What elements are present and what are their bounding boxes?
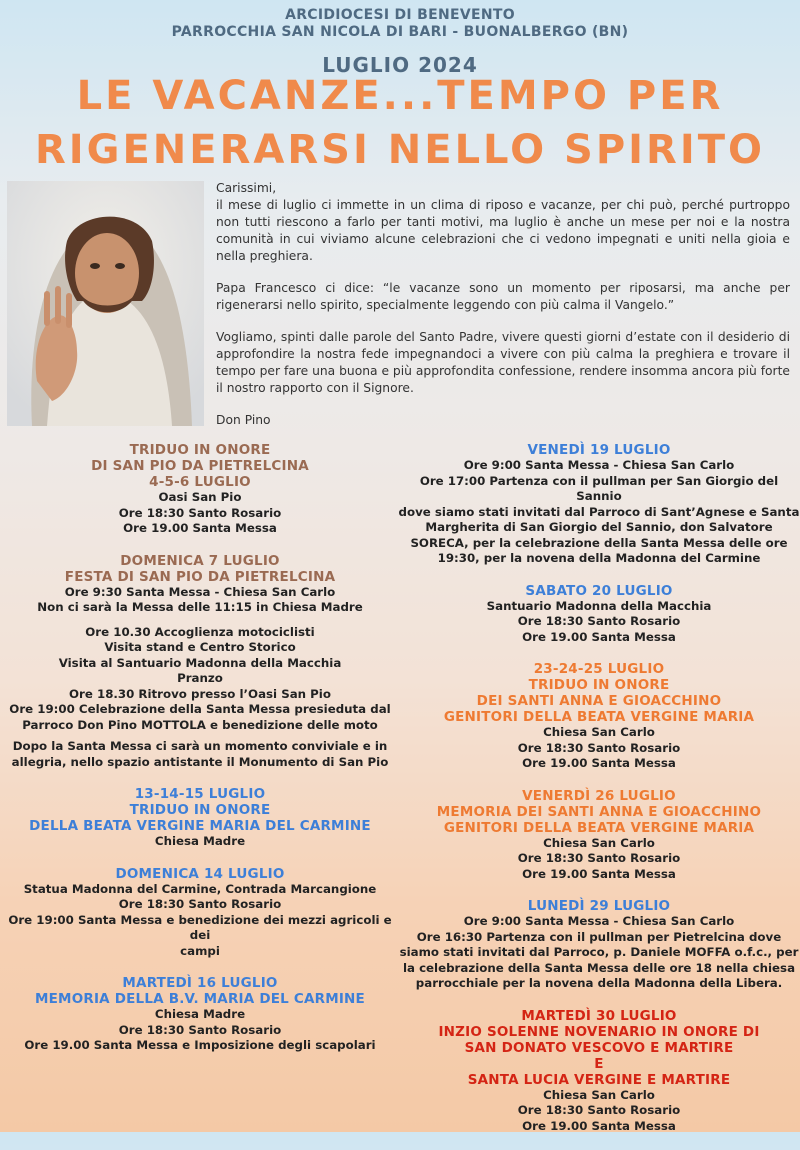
event-line: Chiesa San Carlo bbox=[543, 725, 655, 739]
event-martedi-16 bbox=[0, 975, 400, 1054]
event-line: Ore 18:30 Santo Rosario bbox=[118, 1022, 282, 1037]
event-heading: VENEDÌ 19 LUGLIO bbox=[527, 442, 671, 458]
event-line: Ore 9:00 Santa Messa - Chiesa San Carlo bbox=[463, 914, 735, 928]
event-line: Non ci sarà la Messa delle 11:15 in Chiesa Madre bbox=[37, 600, 363, 614]
event-line: Ore 18:30 Santo Rosario bbox=[118, 505, 282, 520]
event-heading: DOMENICA 7 LUGLIO bbox=[120, 552, 280, 569]
right-schedule-column bbox=[398, 442, 800, 1150]
event-line: siamo stati invitati dal Parroco, p. Daniele MOFFA o.f.c., per bbox=[399, 945, 799, 959]
intro-letter bbox=[216, 180, 790, 444]
event-line: Ore 18:30 Santo Rosario bbox=[517, 1103, 681, 1117]
event-heading: SAN DONATO VESCOVO E MARTIRE bbox=[464, 1039, 734, 1056]
event-line: Ore 18:30 Santo Rosario bbox=[517, 851, 681, 865]
event-line: la celebrazione della Santa Messa delle ore 18 nella chiesa bbox=[402, 960, 796, 975]
event-line: Parroco Don Pino MOTTOLA e benedizione delle moto bbox=[22, 717, 378, 732]
event-line: Dopo la Santa Messa ci sarà un momento conviviale e in bbox=[12, 739, 388, 753]
event-line: Ore 19.00 Santa Messa bbox=[123, 521, 277, 535]
event-line: Ore 19.00 Santa Messa e Imposizione degli scapolari bbox=[24, 1038, 376, 1052]
event-line: Chiesa Madre bbox=[154, 1007, 246, 1021]
event-heading: MEMORIA DELLA B.V. MARIA DEL CARMINE bbox=[35, 991, 365, 1007]
event-line: Pranzo bbox=[177, 671, 223, 685]
event-line: Oasi San Pio bbox=[158, 490, 242, 504]
page-title-line1: LE VACANZE...TEMPO PER bbox=[76, 73, 724, 119]
intro-paragraph-3: Vogliamo, spinti dalle parole del Santo Padre, vivere questi giorni d’estate con il desiderio di approfondire la nostra fede impegnandoci a vivere con più calma la preghiera e trovare il tempo per fare una buona e più approfondita confessione, rendere insomma ancora più forte il nostro rapporto con il Signore. bbox=[216, 330, 790, 395]
event-heading: TRIDUO IN ONORE bbox=[528, 677, 670, 693]
event-line: parrocchiale per la novena della Madonna della Libera. bbox=[415, 976, 783, 990]
event-line: Chiesa San Carlo bbox=[543, 835, 655, 850]
event-heading: MARTEDÌ 16 LUGLIO bbox=[122, 975, 278, 991]
event-line: SORECA, per la celebrazione della Santa Messa delle ore bbox=[410, 535, 788, 550]
event-lunedi-29 bbox=[398, 898, 800, 992]
event-heading: DEI SANTI ANNA E GIOACCHINO bbox=[476, 693, 722, 709]
event-line: Ore 18:30 Santo Rosario bbox=[517, 614, 681, 628]
page-title-line2: RIGENERARSI NELLO SPIRITO bbox=[34, 127, 766, 173]
left-schedule-column bbox=[0, 442, 400, 1070]
event-line: Chiesa Madre bbox=[154, 834, 246, 848]
event-heading: GENITORI DELLA BEATA VERGINE MARIA bbox=[443, 819, 755, 836]
event-line: Chiesa San Carlo bbox=[543, 1087, 655, 1102]
event-line: Statua Madonna del Carmine, Contrada Marcangione bbox=[23, 881, 377, 896]
event-line: Ore 18:30 Santo Rosario bbox=[517, 740, 681, 755]
event-festa-san-pio bbox=[0, 553, 400, 771]
event-line: Ore 9:30 Santa Messa - Chiesa San Carlo bbox=[64, 584, 336, 599]
event-line: Ore 18.30 Ritrovo presso l’Oasi San Pio bbox=[69, 686, 331, 701]
parish-heading: PARROCCHIA SAN NICOLA DI BARI - BUONALBERGO (BN) bbox=[171, 24, 629, 40]
event-venerdi-26 bbox=[398, 788, 800, 883]
intro-paragraph-2: Papa Francesco ci dice: “le vacanze sono un momento per riposarsi, ma anche per rigenerarsi nello spirito, specialmente leggendo con più calma il Vangelo.” bbox=[216, 281, 790, 312]
event-sabato-20 bbox=[398, 583, 800, 646]
intro-signature: Don Pino bbox=[216, 413, 271, 427]
event-line: Ore 10.30 Accoglienza motociclisti bbox=[85, 624, 315, 639]
event-heading: SABATO 20 LUGLIO bbox=[525, 582, 673, 599]
event-heading: VENERDÌ 26 LUGLIO bbox=[522, 787, 676, 804]
event-triduo-san-pio bbox=[0, 442, 400, 537]
archdiocese-heading: ARCIDIOCESI DI BENEVENTO bbox=[285, 7, 515, 23]
event-heading: 23-24-25 LUGLIO bbox=[533, 661, 665, 677]
event-venerdi-19 bbox=[398, 442, 800, 567]
event-line: campi bbox=[180, 943, 220, 958]
event-heading: DOMENICA 14 LUGLIO bbox=[115, 865, 285, 882]
month-heading: LUGLIO 2024 bbox=[322, 53, 478, 77]
event-heading: DELLA BEATA VERGINE MARIA DEL CARMINE bbox=[29, 818, 371, 834]
event-line: Ore 19.00 Santa Messa bbox=[522, 1118, 676, 1133]
event-line: 19:30, per la novena della Madonna del Carmine bbox=[437, 551, 761, 565]
event-heading: SANTA LUCIA VERGINE E MARTIRE bbox=[467, 1071, 731, 1088]
event-line: Santuario Madonna della Macchia bbox=[486, 598, 712, 613]
event-line: Ore 16:30 Partenza con il pullman per Pietrelcina dove bbox=[416, 929, 782, 944]
event-martedi-30 bbox=[398, 1008, 800, 1135]
event-line: Ore 19.00 Santa Messa bbox=[522, 629, 676, 644]
event-line: Ore 19.00 Santa Messa bbox=[522, 756, 676, 770]
event-heading: TRIDUO IN ONORE bbox=[129, 802, 271, 818]
event-line: Visita stand e Centro Storico bbox=[104, 640, 296, 654]
event-line: Visita al Santuario Madonna della Macchia bbox=[58, 655, 342, 670]
event-line: Ore 18:30 Santo Rosario bbox=[118, 897, 282, 911]
event-line: Ore 19:00 Santa Messa e benedizione dei mezzi agricoli e dei bbox=[8, 912, 392, 942]
event-heading: GENITORI DELLA BEATA VERGINE MARIA bbox=[443, 709, 755, 725]
event-triduo-carmine bbox=[0, 786, 400, 850]
event-heading: FESTA DI SAN PIO DA PIETRELCINA bbox=[64, 568, 336, 585]
event-heading: LUNEDÌ 29 LUGLIO bbox=[527, 898, 671, 914]
intro-paragraph-1: Carissimi, il mese di luglio ci immette in un clima di riposo e vacanze, per chi può, perché purtroppo non tutti riescono a farlo per tanti motivi, ma luglio è anche un mese per noi e la nostra comunità in cui viviamo alcune celebrazioni che ci vedono impegnati e uniti nella gioia e nella preghiera. bbox=[216, 181, 790, 263]
event-line: Ore 9:00 Santa Messa - Chiesa San Carlo bbox=[463, 458, 735, 472]
event-line: Margherita di San Giorgio del Sannio, don Salvatore bbox=[425, 520, 773, 534]
event-heading: MEMORIA DEI SANTI ANNA E GIOACCHINO bbox=[436, 803, 762, 820]
jesus-portrait-image bbox=[7, 181, 204, 426]
event-heading: 4-5-6 LUGLIO bbox=[149, 474, 251, 490]
event-line: Ore 17:00 Partenza con il pullman per San Giorgio del Sannio bbox=[419, 473, 779, 503]
event-line: Ore 19:00 Celebrazione della Santa Messa presieduta dal bbox=[9, 702, 391, 716]
event-line: dove siamo stati invitati dal Parroco di Sant’Agnese e Santa bbox=[398, 504, 800, 519]
event-heading: TRIDUO IN ONORE bbox=[129, 442, 271, 458]
event-heading: 13-14-15 LUGLIO bbox=[134, 786, 266, 802]
event-heading: MARTEDÌ 30 LUGLIO bbox=[521, 1007, 677, 1024]
event-triduo-anna-gioacchino bbox=[398, 661, 800, 772]
event-heading: INZIO SOLENNE NOVENARIO IN ONORE DI bbox=[438, 1023, 760, 1040]
event-line: allegria, nello spazio antistante il Monumento di San Pio bbox=[11, 754, 389, 769]
event-heading: DI SAN PIO DA PIETRELCINA bbox=[91, 458, 309, 474]
event-heading: E bbox=[594, 1055, 604, 1072]
event-line: Ore 19.00 Santa Messa bbox=[522, 866, 676, 881]
event-domenica-14 bbox=[0, 866, 400, 960]
